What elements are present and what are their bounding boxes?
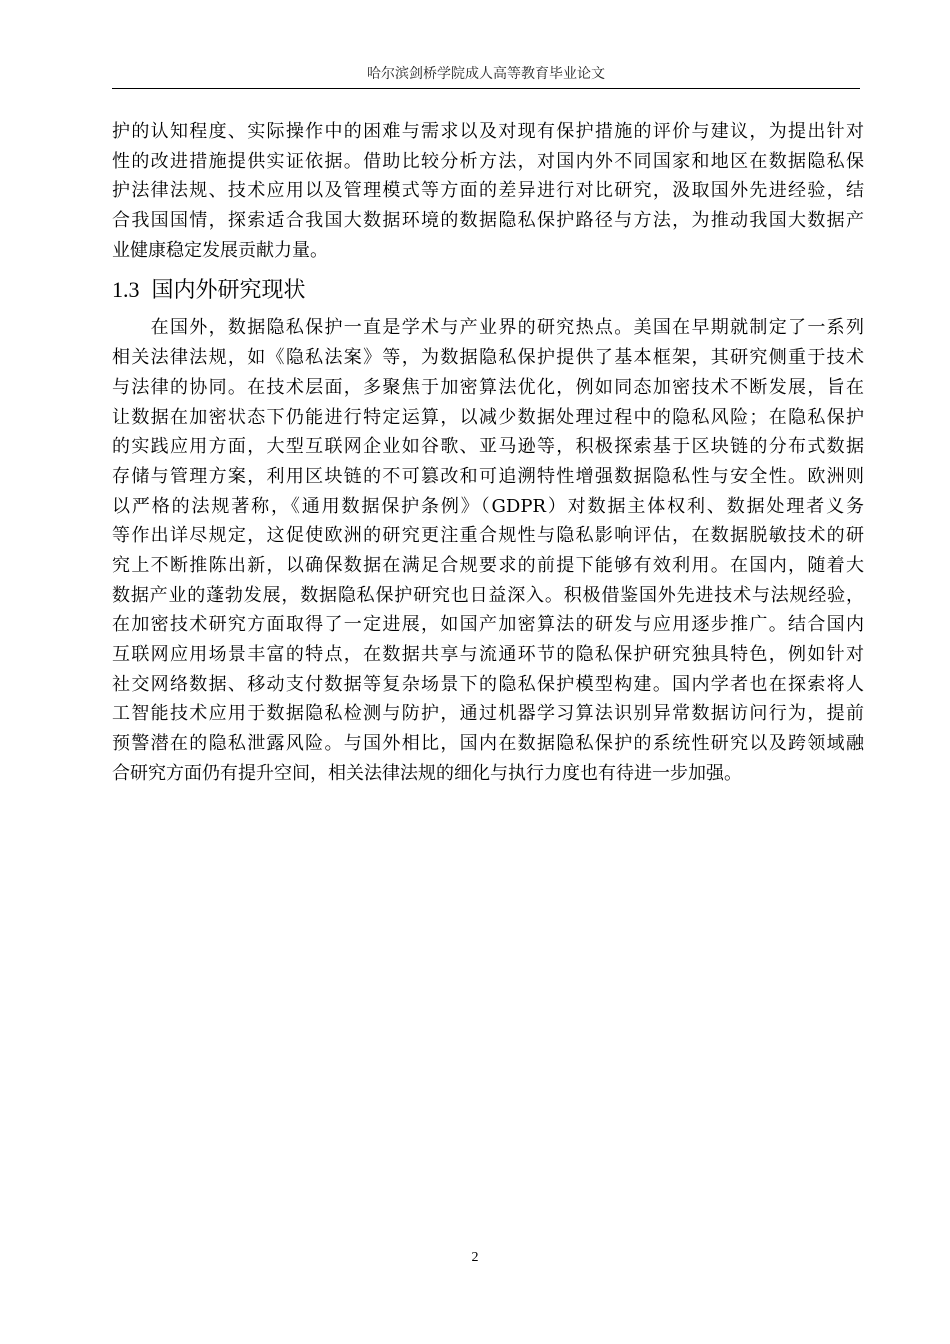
section-number: 1.3 <box>112 277 140 303</box>
body-text-line: 合我国国情，探索适合我国大数据环境的数据隐私保护路径与方法，为推动我国大数据产 <box>112 210 864 232</box>
document-body <box>112 117 864 788</box>
body-text-line: 的实践应用方面，大型互联网企业如谷歌、亚马逊等，积极探索基于区块链的分布式数据 <box>112 436 864 458</box>
body-text-line: 以严格的法规著称，《通用数据保护条例》（GDPR）对数据主体权利、数据处理者义务 <box>112 495 864 517</box>
body-text-line: 相关法律法规，如《隐私法案》等，为数据隐私保护提供了基本框架，其研究侧重于技术 <box>112 347 864 369</box>
body-text-line: 工智能技术应用于数据隐私检测与防护，通过机器学习算法识别异常数据访问行为，提前 <box>112 703 864 725</box>
body-text-line: 数据产业的蓬勃发展，数据隐私保护研究也日益深入。积极借鉴国外先进技术与法规经验， <box>112 584 864 606</box>
body-text-line: 社交网络数据、移动支付数据等复杂场景下的隐私保护模型构建。国内学者也在探索将人 <box>112 673 864 695</box>
section-heading <box>112 273 864 307</box>
body-text-line: 业健康稳定发展贡献力量。 <box>112 239 328 261</box>
body-text-line: 与法律的协同。在技术层面，多聚焦于加密算法优化，例如同态加密技术不断发展，旨在 <box>112 376 864 398</box>
page-number: 2 <box>471 1250 479 1265</box>
paragraph-research-status <box>112 313 864 788</box>
body-text-line: 等作出详尽规定，这促使欧洲的研究更注重合规性与隐私影响评估，在数据脱敏技术的研 <box>112 525 864 547</box>
body-text-line: 存储与管理方案，利用区块链的不可篡改和可追溯特性增强数据隐私性与安全性。欧洲则 <box>112 465 864 487</box>
body-text-line: 互联网应用场景丰富的特点，在数据共享与流通环节的隐私保护研究独具特色，例如针对 <box>112 644 864 665</box>
body-text-line: 性的改进措施提供实证依据。借助比较分析方法，对国内外不同国家和地区在数据隐私保 <box>112 150 864 172</box>
paragraph-intro-continued <box>112 117 864 265</box>
body-text-line: 合研究方面仍有提升空间，相关法律法规的细化与执行力度也有待进一步加强。 <box>112 762 742 784</box>
body-text-line: 在加密技术研究方面取得了一定进展，如国产加密算法的研发与应用逐步推广。结合国内 <box>112 614 864 636</box>
header-title: 哈尔滨剑桥学院成人高等教育毕业论文 <box>367 66 605 82</box>
body-text-line: 预警潜在的隐私泄露风险。与国外相比，国内在数据隐私保护的系统性研究以及跨领域融 <box>112 733 864 755</box>
body-text-line: 护法律法规、技术应用以及管理模式等方面的差异进行对比研究，汲取国外先进经验，结 <box>112 180 864 202</box>
body-text-line: 让数据在加密状态下仍能进行特定运算，以减少数据处理过程中的隐私风险；在隐私保护 <box>112 406 864 428</box>
section-title: 国内外研究现状 <box>151 278 306 304</box>
body-text-line: 在国外，数据隐私保护一直是学术与产业界的研究热点。美国在早期就制定了一系列 <box>112 317 864 339</box>
body-text-line: 究上不断推陈出新，以确保数据在满足合规要求的前提下能够有效利用。在国内，随着大 <box>112 554 864 576</box>
body-text-line: 护的认知程度、实际操作中的困难与需求以及对现有保护措施的评价与建议，为提出针对 <box>112 121 864 142</box>
page-header <box>112 66 860 89</box>
